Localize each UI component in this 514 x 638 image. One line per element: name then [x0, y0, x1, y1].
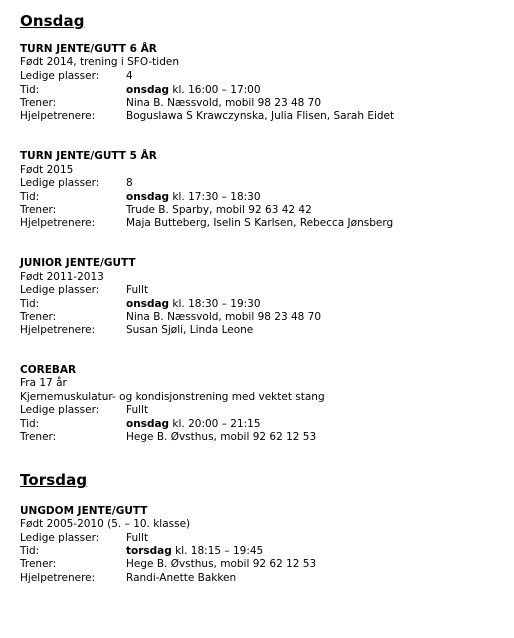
- time-value: [126, 298, 261, 310]
- day-heading-onsdag: Onsdag: [20, 12, 85, 30]
- group-title-ungdom: UNGDOM JENTE/GUTT: [20, 505, 148, 517]
- time-value: [126, 84, 261, 96]
- group-title-corebar: COREBAR: [20, 364, 77, 376]
- time-range: kl. 18:30 – 19:30: [172, 298, 261, 310]
- group-info-line: Født 2005-2010 (5. – 10. klasse): [20, 518, 191, 530]
- weekday: onsdag: [126, 191, 170, 203]
- day-heading-torsdag: Torsdag: [20, 471, 88, 489]
- places-value: 4: [126, 70, 133, 82]
- group-info-line: Kjernemuskulatur- og kondisjonstrening med vektet stang: [20, 391, 325, 403]
- coach-label: Trener:: [20, 204, 57, 216]
- group-info-line: Født 2011-2013: [20, 271, 104, 283]
- coach-value: Hege B. Øvsthus, mobil 92 62 12 53: [126, 431, 317, 443]
- places-value: Fullt: [126, 404, 149, 416]
- places-value: Fullt: [126, 284, 149, 296]
- time-range: kl. 17:30 – 18:30: [172, 191, 261, 203]
- helpers-value: Maja Butteberg, Iselin S Karlsen, Rebecca Jønsberg: [126, 217, 394, 229]
- coach-value: Hege B. Øvsthus, mobil 92 62 12 53: [126, 558, 317, 570]
- group-title-turn-6: TURN JENTE/GUTT 6 ÅR: [20, 43, 157, 55]
- time-label: Tid:: [20, 545, 40, 557]
- places-value: 8: [126, 177, 133, 189]
- helpers-label: Hjelpetrenere:: [20, 324, 96, 336]
- group-title-junior: JUNIOR JENTE/GUTT: [20, 257, 136, 269]
- places-label: Ledige plasser:: [20, 532, 100, 544]
- time-label: Tid:: [20, 191, 40, 203]
- weekday: onsdag: [126, 84, 170, 96]
- time-label: Tid:: [20, 298, 40, 310]
- helpers-value: Susan Sjøli, Linda Leone: [126, 324, 254, 336]
- weekday: onsdag: [126, 418, 170, 430]
- places-value: Fullt: [126, 532, 149, 544]
- helpers-label: Hjelpetrenere:: [20, 217, 96, 229]
- time-value: [126, 418, 261, 430]
- coach-value: Nina B. Næssvold, mobil 98 23 48 70: [126, 97, 322, 109]
- places-label: Ledige plasser:: [20, 70, 100, 82]
- coach-value: Trude B. Sparby, mobil 92 63 42 42: [126, 204, 312, 216]
- weekday: torsdag: [126, 545, 172, 557]
- time-range: kl. 20:00 – 21:15: [172, 418, 261, 430]
- coach-label: Trener:: [20, 431, 57, 443]
- places-label: Ledige plasser:: [20, 284, 100, 296]
- coach-label: Trener:: [20, 558, 57, 570]
- time-label: Tid:: [20, 418, 40, 430]
- group-info-line: Født 2015: [20, 164, 74, 176]
- time-range: kl. 16:00 – 17:00: [172, 84, 261, 96]
- coach-value: Nina B. Næssvold, mobil 98 23 48 70: [126, 311, 322, 323]
- group-title-turn-5: TURN JENTE/GUTT 5 ÅR: [20, 150, 157, 162]
- time-range: kl. 18:15 – 19:45: [175, 545, 264, 557]
- time-label: Tid:: [20, 84, 40, 96]
- time-value: [126, 545, 263, 557]
- time-value: [126, 191, 261, 203]
- coach-label: Trener:: [20, 97, 57, 109]
- helpers-label: Hjelpetrenere:: [20, 110, 96, 122]
- coach-label: Trener:: [20, 311, 57, 323]
- group-info-line: Fra 17 år: [20, 377, 67, 389]
- group-info-line: Født 2014, trening i SFO-tiden: [20, 56, 179, 68]
- places-label: Ledige plasser:: [20, 404, 100, 416]
- helpers-value: Boguslawa S Krawczynska, Julia Flisen, Sarah Eidet: [126, 110, 395, 122]
- weekday: onsdag: [126, 298, 170, 310]
- helpers-label: Hjelpetrenere:: [20, 572, 96, 584]
- helpers-value: Randi-Anette Bakken: [126, 572, 237, 584]
- places-label: Ledige plasser:: [20, 177, 100, 189]
